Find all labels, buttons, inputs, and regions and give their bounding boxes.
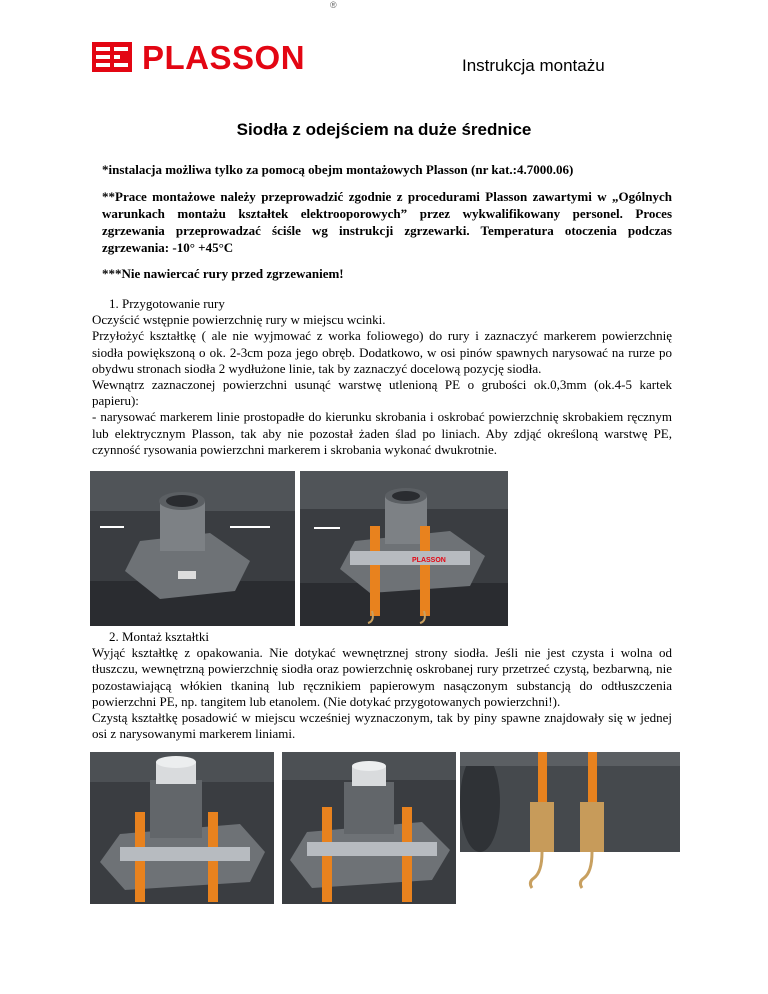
photo-saddle-with-straps bbox=[300, 471, 508, 626]
document-title: Instrukcja montażu bbox=[462, 56, 605, 75]
photo-saddle-with-clamp-right bbox=[282, 752, 456, 904]
section-2 bbox=[92, 629, 672, 742]
main-title: Siodła z odejściem na duże średnice bbox=[236, 120, 532, 139]
registered-mark: ® bbox=[330, 0, 337, 10]
plasson-logo-icon bbox=[92, 42, 132, 72]
section-2-paragraph: Czystą kształtkę posadowić w miejscu wcześniej wyznaczonym, tak by piny spawne znajdowały się w jednej osi z narysowanymi markerem liniami. bbox=[92, 710, 672, 742]
photo-saddle-on-pipe bbox=[90, 471, 295, 626]
brand-name: PLASSON bbox=[142, 38, 306, 76]
photo-saddle-with-clamp-left bbox=[90, 752, 274, 904]
section-1 bbox=[92, 296, 672, 458]
plasson-logo bbox=[92, 40, 305, 74]
section-2-paragraph: Wyjąć kształtkę z opakowania. Nie dotykać wewnętrznej strony siodła. Jeśli nie jest czysta i wolna od tłuszczu, wewnętrzną powierzchnię siodła oraz powierzchnię oskrobanej rury przetrzeć czystą, bezbarwną, nie pozostawiającą włókien tkaniną lub ręcznikiem papierowym nasączonym substancją do odtłuszczenia powierzchni PE, np. tangitem lub etanolem. (Nie dotykać przygotowanych powierzchni!). bbox=[92, 645, 672, 709]
photo-label: PLASSON bbox=[412, 557, 446, 564]
section-1-paragraph: Oczyścić wstępnie powierzchnię rury w miejscu wcinki. bbox=[92, 312, 386, 328]
section-1-paragraph: - narysować markerem linie prostopadłe do kierunku skrobania i oskrobać powierzchnię skrobakiem ręcznym lub elektrycznym Plasson, tak aby nie pozostał żaden ślad po liniach. Aby zdjąć określoną warstwę PE, czynność rysowania powierzchni markerem i skrobania wykonać dwukrotnie. bbox=[92, 409, 672, 457]
note-3: ***Nie nawiercać rury przed zgrzewaniem! bbox=[102, 266, 344, 281]
section-1-heading: 1. Przygotowanie rury bbox=[109, 296, 225, 311]
section-1-paragraph: Wewnątrz zaznaczonej powierzchni usunąć warstwę utlenioną PE o grubości ok.0,3mm (ok.4-5 kartek papieru): bbox=[92, 377, 672, 409]
note-2: **Prace montażowe należy przeprowadzić zgodnie z procedurami Plasson zawartymi w „Ogólnych warunkach montażu kształtek elektrooporowych” przez wykwalifikowany personel. Proces zgrzewania przeprowadzać ściśle wg instrukcji zgrzewarki. Temperatura otoczenia podczas zgrzewania: -10° +45°C bbox=[102, 189, 672, 255]
photo-strap-tensioners bbox=[460, 752, 680, 904]
note-1: *instalacja możliwa tylko za pomocą obejm montażowych Plasson (nr kat.:4.7000.06) bbox=[102, 162, 574, 177]
section-1-paragraph: Przyłożyć kształtkę ( ale nie wyjmować z worka foliowego) do rury i zaznaczyć markerem powierzchnię siodła powiększoną o ok. 2-3cm poza jego obręb. Dodatkowo, w osi pinów spawnych narysować na rurze po obydwu stronach siodła 2 wydłużone linie, tak by zaznaczyć docelową pozycję siodła. bbox=[92, 328, 672, 376]
section-2-heading: 2. Montaż kształtki bbox=[109, 629, 210, 644]
